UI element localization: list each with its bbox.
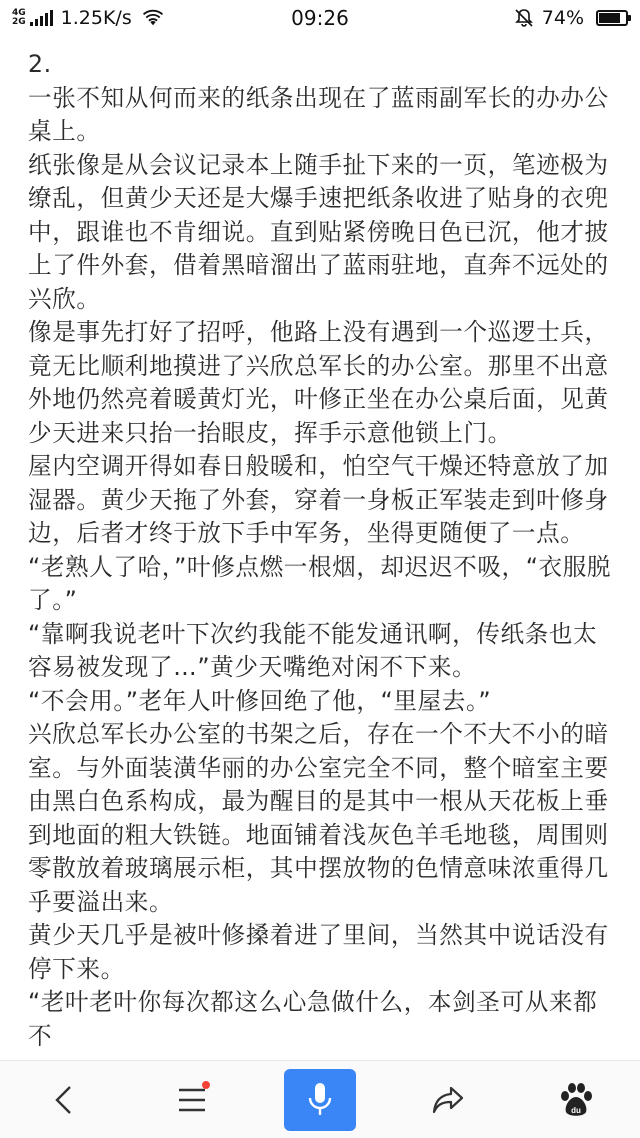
back-button[interactable] bbox=[28, 1069, 100, 1131]
paragraph: “老叶老叶你每次都这么心急做什么，本剑圣可从来都不 bbox=[28, 988, 598, 1050]
status-left bbox=[12, 7, 252, 29]
battery-icon bbox=[596, 10, 628, 26]
paragraph: 2. bbox=[28, 50, 52, 78]
battery-percent: 74% bbox=[541, 7, 584, 29]
notification-dot bbox=[202, 1081, 210, 1089]
microphone-icon bbox=[307, 1081, 333, 1119]
bottom-toolbar bbox=[0, 1060, 640, 1138]
paragraph: “靠啊我说老叶下次约我能不能发通讯啊，传纸条也太容易被发现了…”黄少天嘴绝对闲不下来。 bbox=[28, 619, 598, 681]
paragraph: 屋内空调开得如春日般暖和，怕空气干燥还特意放了加湿器。黄少天拖了外套，穿着一身板正军装走到叶修身边，后者才终于放下手中军务，坐得更随便了一点。 bbox=[28, 452, 609, 547]
wifi-icon bbox=[142, 9, 164, 27]
paragraph: 纸张像是从会议记录本上随手扯下来的一页，笔迹极为缭乱，但黄少天还是大爆手速把纸条收进了贴身的衣兜中，跟谁也不肯细说。直到贴紧傍晚日色已沉，他才披上了件外套，借着黑暗溜出了蓝雨驻地，直奔不远处的兴欣。 bbox=[28, 150, 609, 313]
menu-button[interactable] bbox=[156, 1069, 228, 1131]
share-button[interactable] bbox=[412, 1069, 484, 1131]
status-bar bbox=[0, 0, 640, 36]
paragraph: 像是事先打好了招呼，他路上没有遇到一个巡逻士兵，竟无比顺利地摸进了兴欣总军长的办公室。那里不出意外地仍然亮着暖黄灯光，叶修正坐在办公桌后面，见黄少天进来只抬一抬眼皮，挥手示意他锁上门。 bbox=[28, 318, 609, 447]
baidu-button[interactable] bbox=[540, 1069, 612, 1131]
network-type-bottom: 2G bbox=[12, 17, 26, 27]
paragraph: 一张不知从何而来的纸条出现在了蓝雨副军长的办办公桌上。 bbox=[28, 83, 609, 145]
battery-fill bbox=[599, 13, 620, 23]
status-right bbox=[388, 7, 628, 29]
paragraph: “不会用。”老年人叶修回绝了他，“里屋去。” bbox=[28, 686, 492, 715]
share-icon bbox=[431, 1085, 465, 1115]
signal-icon bbox=[30, 10, 53, 26]
chevron-left-icon bbox=[51, 1085, 77, 1115]
svg-text:du: du bbox=[571, 1105, 581, 1115]
paragraph: 兴欣总军长办公室的书架之后，存在一个不大不小的暗室。与外面装潢华丽的办公室完全不同，整个暗室主要由黑白色系构成，最为醒目的是其中一根从天花板上垂到地面的粗大铁链。地面铺着浅灰色羊毛地毯，周围则零散放着玻璃展示柜，其中摆放物的色情意味浓重得几乎要溢出来。 bbox=[28, 720, 609, 916]
clock: 09:26 bbox=[291, 6, 349, 30]
paragraph: 黄少天几乎是被叶修搡着进了里间，当然其中说话没有停下来。 bbox=[28, 921, 609, 983]
mute-bell-icon bbox=[514, 8, 534, 28]
network-type bbox=[12, 9, 26, 27]
paragraph: “老熟人了哈，”叶修点燃一根烟，却迟迟不吸，“衣服脱了。” bbox=[28, 552, 612, 614]
voice-search-button[interactable] bbox=[284, 1069, 356, 1131]
network-type-top: 4G bbox=[12, 8, 26, 18]
article-content bbox=[28, 48, 618, 1054]
network-speed: 1.25K/s bbox=[60, 7, 132, 29]
baidu-paw-icon bbox=[559, 1082, 593, 1118]
menu-icon bbox=[177, 1087, 207, 1113]
